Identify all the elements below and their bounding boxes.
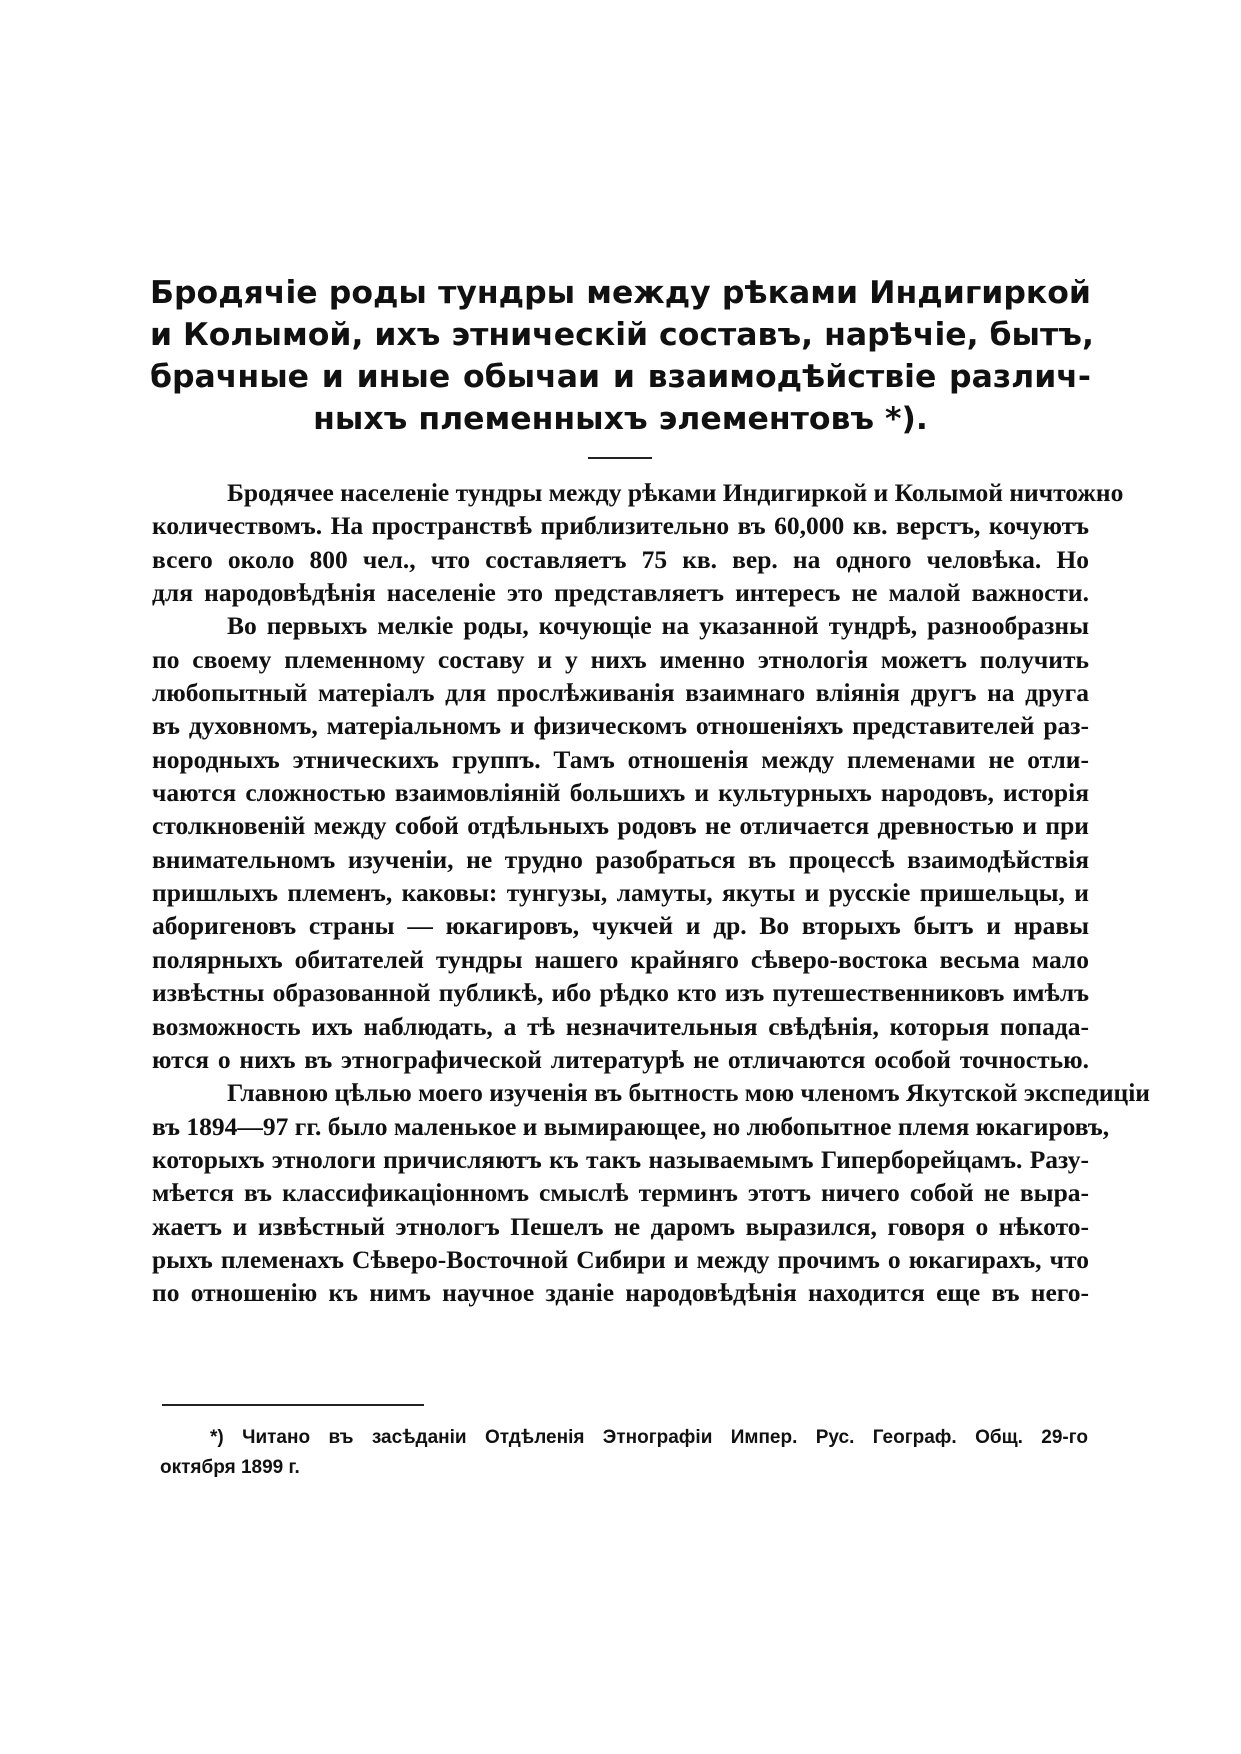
text-line: Во первыхъ мелкіе роды, кочующіе на указанной тундрѣ, разнообразны [227,611,1089,641]
text-line: столкновеній между собой отдѣльныхъ родовъ не отличается древностью и при [152,811,1089,841]
text-line: возможность ихъ наблюдать, а тѣ незначительныя свѣдѣнія, которыя попада- [152,1011,1089,1041]
footnote-separator [162,1404,424,1406]
text-line: чаются сложностью взаимовліяній большихъ и культурныхъ народовъ, исторія [152,778,1089,808]
text-line: нородныхъ этническихъ группъ. Тамъ отношенія между племенами не отли- [152,744,1089,774]
article-title [150,272,1094,440]
text-line: въ духовномъ, матеріальномъ и физическомъ отношеніяхъ представителей раз- [152,711,1089,741]
text-line: жаетъ и извѣстный этнологъ Пешелъ не даромъ выразился, говоря о нѣкото- [152,1211,1089,1241]
title-line: ныхъ племенныхъ элементовъ *). [313,401,928,437]
text-line: мѣется въ классификаціонномъ смыслѣ терминъ этотъ ничего собой не выра- [152,1178,1089,1208]
title-line: Бродячіе роды тундры между рѣками Индигиркой [150,275,1091,311]
footnote-line: *) Читано въ засѣданіи Отдѣленія Этнографіи Импер. Рус. Географ. Общ. 29-го [210,1427,1088,1448]
title-line: и Колымой, ихъ этническій составъ, нарѣчіе, бытъ, [150,317,1094,353]
text-line: полярныхъ обитателей тундры нашего крайняго сѣверо-востока весьма мало [152,944,1089,974]
text-line: ются о нихъ въ этнографической литературѣ не отличаются особой точностью. [152,1044,1089,1074]
text-line: по отношенію къ нимъ научное зданіе народовѣдѣнія находится еще въ него- [152,1278,1089,1308]
text-line: для народовѣдѣнія населеніе это представляетъ интересъ не малой важности. [152,578,1089,608]
text-line: внимательномъ изученіи, не трудно разобраться въ процессѣ взаимодѣйствія [152,844,1089,874]
text-line: любопытный матеріалъ для прослѣживанія взаимнаго вліянія другъ на друга [152,678,1089,708]
text-line: которыхъ этнологи причисляютъ къ такъ называемымъ Гиперборейцамъ. Разу- [152,1144,1089,1174]
body-text [152,476,1150,1310]
text-line: пришлыхъ племенъ, каковы: тунгузы, ламуты, якуты и русскіе пришельцы, и [152,878,1089,908]
title-line: брачные и иные обычаи и взаимодѣйствіе различ- [150,359,1091,395]
title-separator [588,457,652,459]
text-line: по своему племенному составу и у нихъ именно этнологія можетъ получить [152,644,1089,674]
text-line: рыхъ племенахъ Сѣверо-Восточной Сибири и между прочимъ о юкагирахъ, что [152,1244,1089,1274]
text-line: аборигеновъ страны — юкагировъ, чукчей и др. Во вторыхъ бытъ и нравы [152,911,1089,941]
text-line: Бродячее населеніе тундры между рѣками Индигиркой и Колымой ничтожно [227,478,1124,507]
text-line: Главною цѣлью моего изученія въ бытность мою членомъ Якутской экспедиціи [227,1078,1150,1108]
text-line: количествомъ. На пространствѣ приблизительно въ 60,000 кв. верстъ, кочуютъ [152,511,1089,541]
text-line: всего около 800 чел., что составляетъ 75 кв. вер. на одного человѣка. Но [152,544,1089,574]
text-line: извѣстны образованной публикѣ, ибо рѣдко кто изъ путешественниковъ имѣлъ [152,978,1089,1008]
text-line: въ 1894—97 гг. было маленькое и вымирающее, но любопытное племя юкагировъ, [152,1111,1110,1141]
footnote [160,1423,1088,1483]
footnote-line: октября 1899 г. [160,1457,300,1478]
